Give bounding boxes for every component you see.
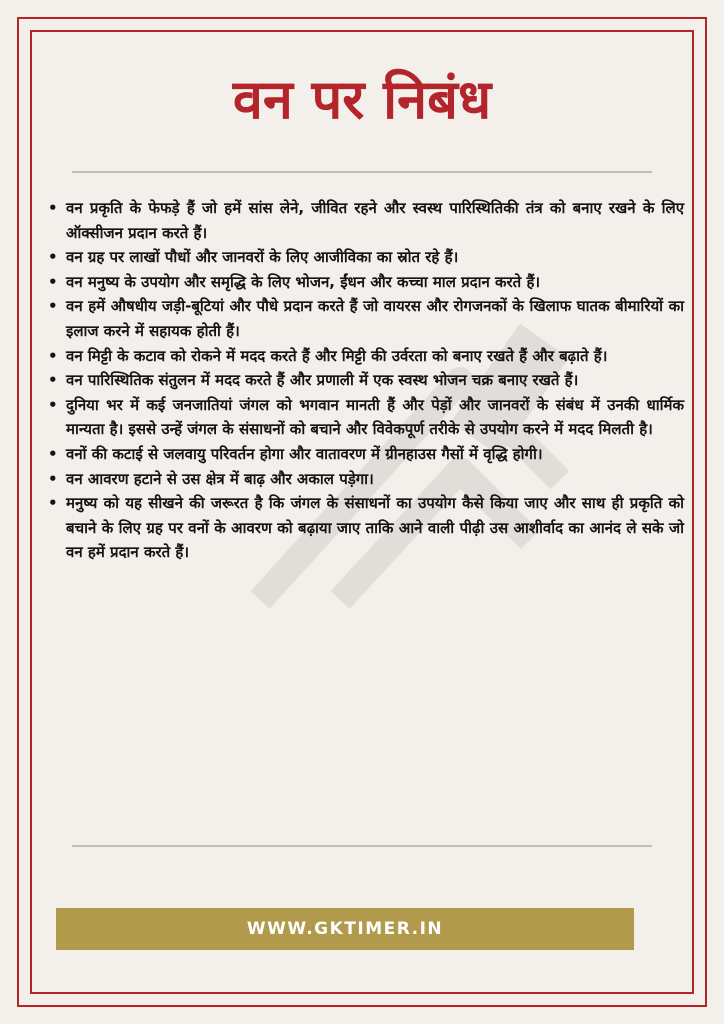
list-item: • वन प्रकृति के फेफड़े हैं जो हमें सांस लेने, जीवित रहने और स्वस्थ पारिस्थितिकी तंत्र को बनाए रखने के लिए ऑक्सीजन प्रदान करते हैं।	[44, 196, 684, 245]
website-banner	[56, 908, 634, 950]
list-item: • वन हमें औषधीय जड़ी-बूटियां और पौधे प्रदान करते हैं जो वायरस और रोगजनकों के खिलाफ घातक बीमारियों का इलाज करने में सहायक होती हैं।	[44, 294, 684, 343]
list-item: • वन मनुष्य के उपयोग और समृद्धि के लिए भोजन, ईंधन और कच्चा माल प्रदान करते हैं।	[44, 270, 684, 295]
website-url: WWW.GKTIMER.IN	[246, 919, 444, 939]
bullet-icon: •	[48, 199, 58, 217]
essay-points-list	[44, 196, 684, 565]
bullet-icon: •	[48, 494, 58, 513]
bullet-icon: •	[48, 395, 58, 414]
list-item: • दुनिया भर में कई जनजातियां जंगल को भगवान मानती हैं और पेड़ों और जानवरों के संबंध में उनकी धार्मिक मान्यता है। इससे उन्हें जंगल के संसाधनों को बचाने और विवेकपूर्ण तरीके से उपयोग करने में मदद मिलती है।	[44, 393, 684, 442]
list-item: • वन ग्रह पर लाखों पौधों और जानवरों के लिए आजीविका का स्रोत रहे हैं।	[44, 245, 684, 270]
page-title: वन पर निबंध	[232, 68, 492, 131]
bullet-icon: •	[48, 444, 58, 463]
bullet-icon: •	[48, 346, 58, 365]
list-item: • वन मिट्टी के कटाव को रोकने में मदद करते हैं और मिट्टी की उर्वरता को बनाए रखते हैं और बढ़ाते हैं।	[44, 344, 684, 369]
bullet-icon: •	[48, 248, 58, 267]
list-item: • वन आवरण हटाने से उस क्षेत्र में बाढ़ और अकाल पड़ेगा।	[44, 467, 684, 492]
bullet-icon: •	[48, 371, 58, 390]
list-item: • वनों की कटाई से जलवायु परिवर्तन होगा और वातावरण में ग्रीनहाउस गैसों में वृद्धि होगी।	[44, 442, 684, 467]
bottom-divider	[72, 845, 652, 847]
list-item: • मनुष्य को यह सीखने की जरूरत है कि जंगल के संसाधनों का उपयोग कैसे किया जाए और साथ ही प्रकृति को बचाने के लिए ग्रह पर वनों के आवरण को बढ़ाया जाए ताकि आने वाली पीढ़ी उस आशीर्वाद का आनंद ले सके जो वन हमें प्रदान करते हैं।	[44, 491, 684, 565]
bullet-icon: •	[48, 297, 58, 316]
bullet-icon: •	[48, 469, 58, 488]
bullet-icon: •	[48, 272, 58, 291]
top-divider	[72, 171, 652, 173]
list-item: • वन पारिस्थितिक संतुलन में मदद करते हैं और प्रणाली में एक स्वस्थ भोजन चक्र बनाए रखते हैं।	[44, 368, 684, 393]
